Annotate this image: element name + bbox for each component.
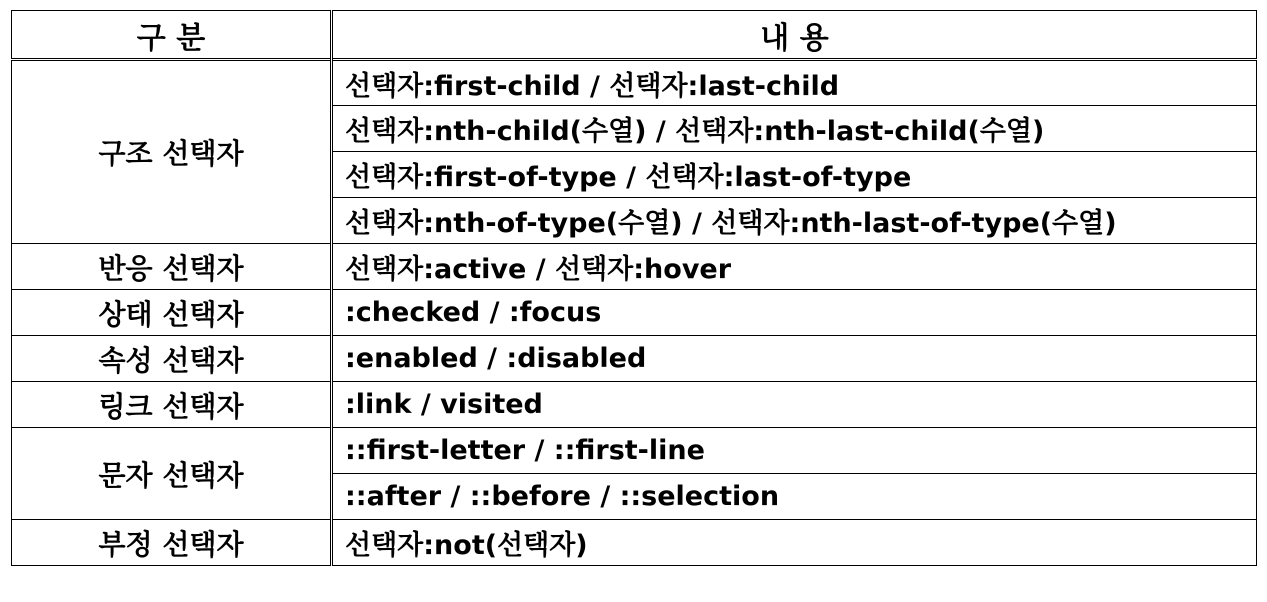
content-cell: 선택자:first-of-type / 선택자:last-of-type [332,152,1257,198]
category-cell: 부정 선택자 [12,520,332,566]
table-row [12,290,1257,336]
content-cell: ::after / ::before / ::selection [332,474,1257,520]
header-category: 구 분 [12,11,332,60]
table-row [12,336,1257,382]
category-cell: 속성 선택자 [12,336,332,382]
table-row [12,382,1257,428]
category-cell: 상태 선택자 [12,290,332,336]
content-cell: :checked / :focus [332,290,1257,336]
category-cell: 반응 선택자 [12,244,332,290]
content-cell: 선택자:nth-of-type(수열) / 선택자:nth-last-of-type(수열) [332,198,1257,244]
category-cell: 문자 선택자 [12,428,332,520]
content-cell: 선택자:nth-child(수열) / 선택자:nth-last-child(수열) [332,106,1257,152]
table-row [12,244,1257,290]
table-row [12,428,1257,474]
content-cell: 선택자:active / 선택자:hover [332,244,1257,290]
selector-table [11,10,1257,566]
category-cell: 구조 선택자 [12,60,332,244]
content-cell: :enabled / :disabled [332,336,1257,382]
table-row [12,520,1257,566]
table-row [12,60,1257,106]
content-cell: :link / visited [332,382,1257,428]
header-content: 내 용 [332,11,1257,60]
content-cell: 선택자:first-child / 선택자:last-child [332,60,1257,106]
category-cell: 링크 선택자 [12,382,332,428]
table-header-row [12,11,1257,60]
content-cell: 선택자:not(선택자) [332,520,1257,566]
content-cell: ::first-letter / ::first-line [332,428,1257,474]
